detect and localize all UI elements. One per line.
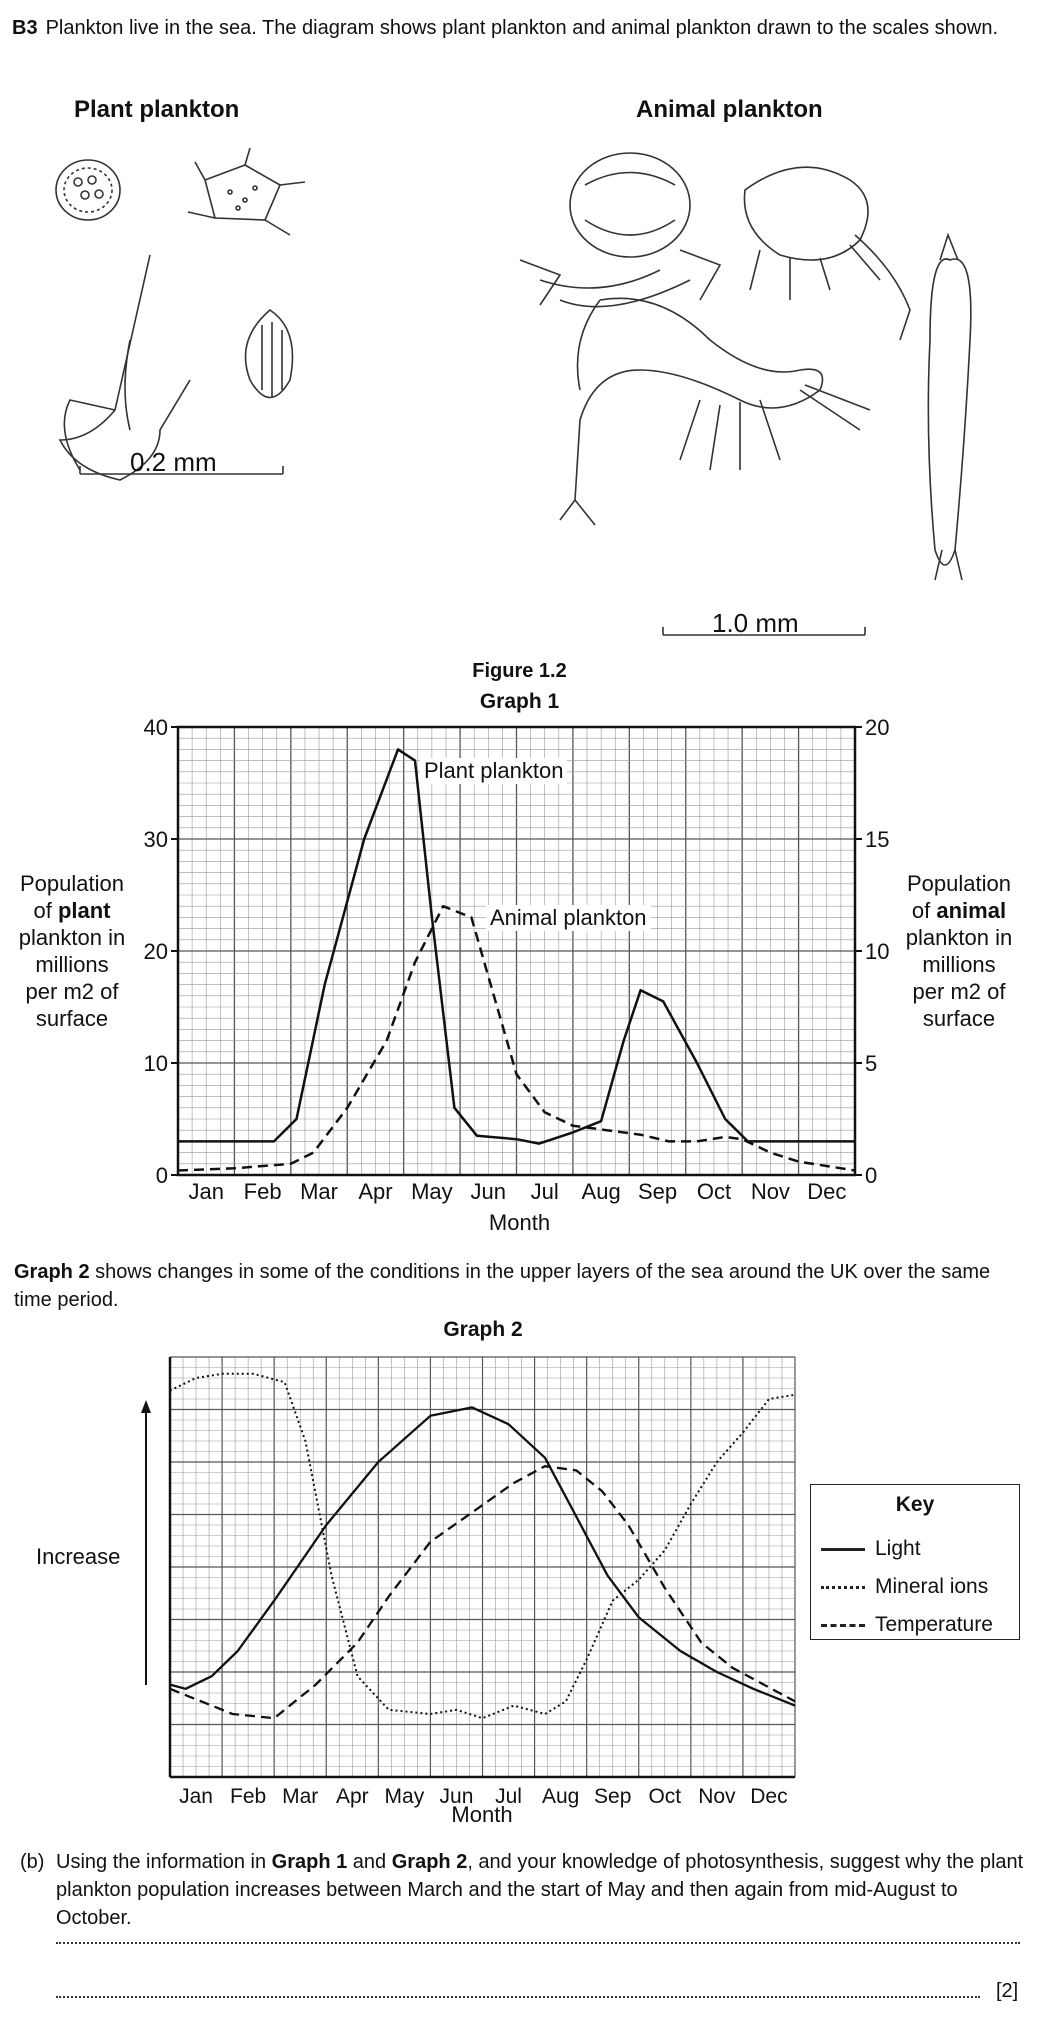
part-b-text: , and your knowledge of photosynthesis, suggest why the plant plankton population increases between March and the start of May and then again from mid-August to October.	[56, 1851, 1024, 1929]
month-tick-label: Dec	[807, 1179, 847, 1204]
key-title: Key	[895, 1493, 935, 1516]
month-tick-label: Jan	[188, 1179, 224, 1204]
month-tick-label: Aug	[541, 1785, 580, 1808]
month-tick-label: Mar	[282, 1785, 319, 1808]
graph1-chart	[0, 715, 1039, 1250]
plant-plankton-line-label: Plant plankton	[420, 758, 567, 784]
month-tick-label: Jun	[439, 1785, 474, 1808]
right-axis-line: per m2 of	[912, 979, 1006, 1004]
plant-plankton-heading: Plant plankton	[74, 96, 240, 123]
month-tick-label: Nov	[750, 1179, 790, 1204]
question-intro-text: Plankton live in the sea. The diagram shows plant plankton and animal plankton drawn to the scales shown.	[45, 17, 998, 39]
month-tick-label: Jul	[530, 1179, 559, 1204]
right-tick-label: 10	[865, 939, 890, 964]
right-axis-line: Population	[907, 871, 1011, 896]
jellyfish-plankton-icon	[520, 153, 720, 307]
left-tick-label: 30	[143, 827, 168, 852]
key-item-mineral-ions	[821, 1575, 988, 1599]
part-b-question	[56, 1848, 1026, 1932]
figure-caption: Figure 1.2	[472, 660, 567, 682]
question-number: B3	[12, 17, 38, 39]
animal-scale-label: 1.0 mm	[712, 608, 799, 638]
right-tick-label: 20	[865, 715, 890, 740]
graph2-intro-bold: Graph 2	[14, 1261, 90, 1283]
key-label-temperature: Temperature	[875, 1613, 993, 1636]
seed-plankton-icon	[246, 310, 293, 398]
month-tick-label: Feb	[243, 1179, 282, 1204]
plankton-illustration	[0, 140, 1039, 660]
part-b-text: Using the information in	[56, 1851, 272, 1873]
right-tick-label: 5	[865, 1051, 878, 1076]
graph2-y-axis-title: Increase	[36, 1544, 121, 1569]
answer-line-1[interactable]	[56, 1942, 1020, 1944]
month-tick-label: Jan	[179, 1785, 213, 1808]
month-tick-label: Jul	[495, 1785, 522, 1808]
dashed-line-icon	[821, 1624, 865, 1627]
part-b-bold: Graph 1	[271, 1851, 348, 1873]
graph2-key	[810, 1484, 1020, 1640]
animal-plankton-line-label: Animal plankton	[486, 905, 651, 931]
month-tick-label: May	[384, 1785, 425, 1808]
left-tick-label: 20	[143, 939, 168, 964]
graph1-right-axis-title	[891, 870, 1027, 1032]
graph1-x-axis-title: Month	[488, 1210, 551, 1235]
month-tick-label: Aug	[581, 1179, 621, 1204]
month-tick-label: Nov	[698, 1785, 736, 1808]
month-tick-label: Feb	[230, 1785, 267, 1808]
month-tick-label: Dec	[750, 1785, 788, 1808]
left-axis-line: per m2 of	[25, 979, 119, 1004]
arrow-worm-icon	[928, 235, 971, 580]
key-item-light	[821, 1537, 921, 1561]
left-axis-line: plankton in	[18, 925, 126, 950]
answer-line-2[interactable]	[56, 1996, 980, 1998]
dotted-line-icon	[821, 1586, 865, 1589]
month-tick-label: Oct	[696, 1179, 732, 1204]
shrimp-icon	[560, 298, 870, 525]
month-tick-label: Apr	[358, 1179, 393, 1204]
graph2-intro-text: shows changes in some of the conditions in the upper layers of the sea around the UK over the same time period.	[14, 1261, 991, 1311]
spiny-plankton-icon	[188, 148, 305, 235]
left-axis-line: Population	[20, 871, 124, 896]
graph1-title: Graph 1	[479, 690, 560, 713]
right-tick-label: 0	[865, 1163, 878, 1188]
key-label-mineral-ions: Mineral ions	[875, 1575, 989, 1598]
left-axis-line: millions	[35, 952, 109, 977]
left-axis-line: of plant	[33, 898, 111, 923]
marks-indicator: [2]	[996, 1980, 1019, 2002]
part-b-label: (b)	[20, 1851, 45, 1873]
month-tick-label: Mar	[300, 1179, 338, 1204]
right-axis-line: of animal	[911, 898, 1007, 923]
graph1-left-axis-title	[4, 870, 140, 1032]
arrowhead-icon	[141, 1400, 151, 1413]
diatom-round-icon	[56, 160, 120, 220]
solid-line-icon	[821, 1548, 865, 1551]
right-axis-line: surface	[922, 1006, 996, 1031]
month-tick-label: Oct	[648, 1785, 682, 1808]
left-tick-label: 0	[155, 1163, 168, 1188]
graph2-x-axis-title: Month	[451, 1802, 513, 1827]
graph2-title: Graph 2	[443, 1318, 523, 1341]
month-tick-label: Apr	[335, 1785, 369, 1808]
month-tick-label: Jun	[470, 1179, 507, 1204]
plant-scale-label: 0.2 mm	[130, 447, 217, 477]
question-intro	[12, 14, 1022, 42]
left-tick-label: 10	[143, 1051, 168, 1076]
right-axis-line: millions	[922, 952, 996, 977]
month-tick-label: Sep	[594, 1785, 632, 1808]
right-tick-label: 15	[865, 827, 890, 852]
left-axis-line: surface	[35, 1006, 109, 1031]
graph2-intro	[14, 1258, 1004, 1314]
key-item-temperature	[821, 1613, 993, 1637]
right-axis-line: plankton in	[905, 925, 1013, 950]
key-label-light: Light	[875, 1537, 921, 1560]
month-tick-label: May	[411, 1179, 453, 1204]
amphipod-icon	[744, 167, 910, 340]
part-b-text: and	[347, 1851, 392, 1873]
left-tick-label: 40	[143, 715, 168, 740]
part-b-bold: Graph 2	[391, 1851, 468, 1873]
month-tick-label: Sep	[637, 1179, 678, 1204]
animal-plankton-heading: Animal plankton	[636, 96, 823, 123]
